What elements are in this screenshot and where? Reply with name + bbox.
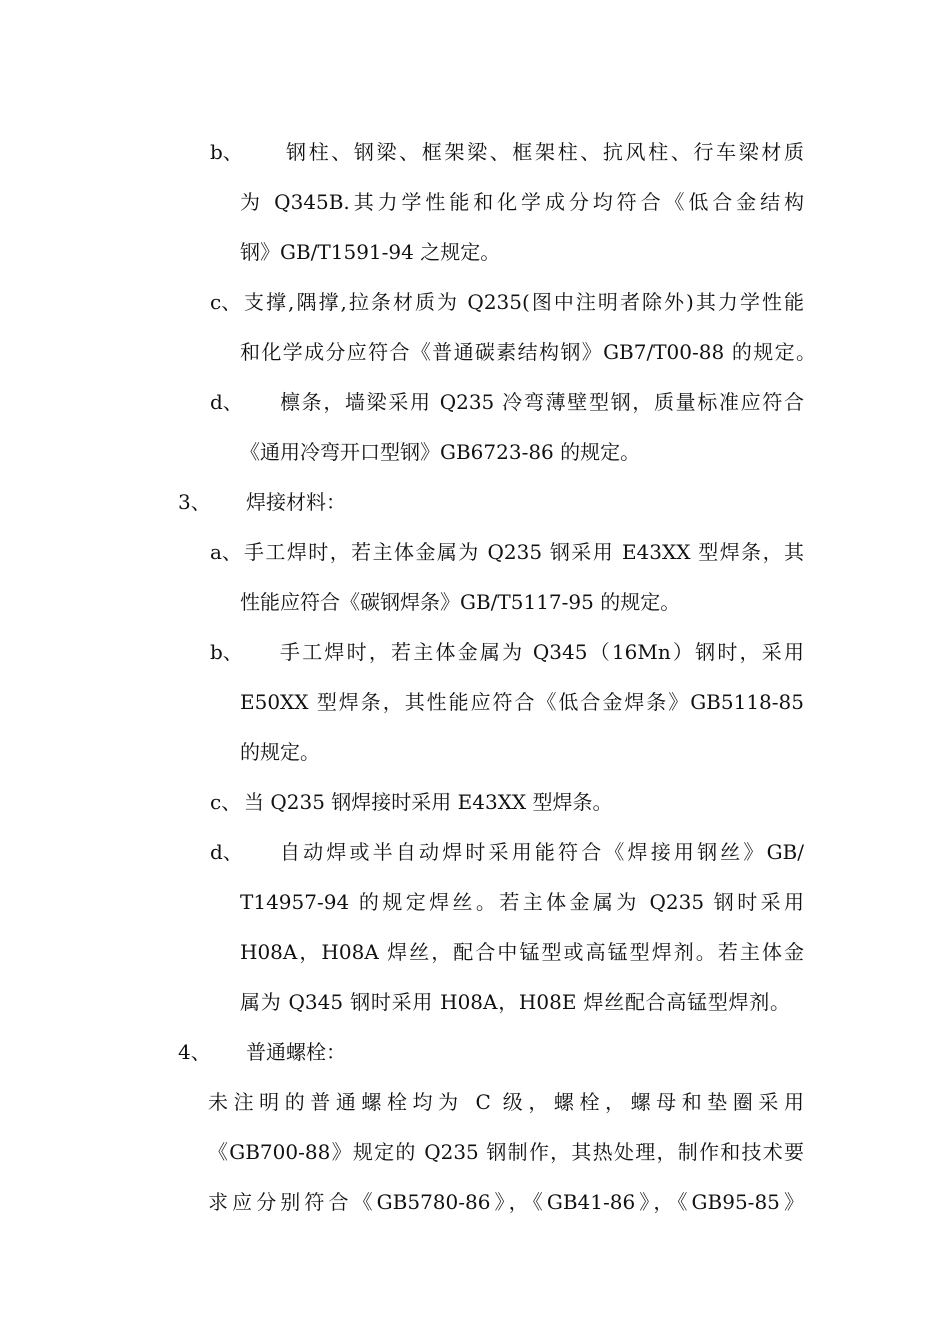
paragraph-line: 和化学成分应符合《普通碳素结构钢》GB7/T00-88 的规定。 <box>240 340 816 364</box>
list-marker-b: b、 <box>210 140 243 164</box>
section-title: 普通螺栓： <box>246 1040 346 1064</box>
list-marker-b: b、 <box>210 640 243 664</box>
paragraph-line: 《GB700-88》规定的 Q235 钢制作，其热处理，制作和技术要 <box>208 1140 804 1164</box>
section-number: 3、 <box>178 490 211 514</box>
list-marker-a: a、 <box>210 540 242 564</box>
paragraph-line: 未注明的普通螺栓均为 C 级，螺栓，螺母和垫圈采用 <box>208 1090 804 1114</box>
section-title: 焊接材料： <box>246 490 346 514</box>
paragraph-line: T14957-94 的规定焊丝。若主体金属为 Q235 钢时采用 <box>240 890 804 914</box>
paragraph-line: 性能应符合《碳钢焊条》GB/T5117-95 的规定。 <box>240 590 681 614</box>
paragraph-line: 手工焊时，若主体金属为 Q235 钢采用 E43XX 型焊条，其 <box>244 540 804 564</box>
paragraph-line: 属为 Q345 钢时采用 H08A，H08E 焊丝配合高锰型焊剂。 <box>240 990 790 1014</box>
section-number: 4、 <box>178 1040 211 1064</box>
list-marker-c: c、 <box>210 790 242 814</box>
paragraph-line: 钢柱、钢梁、框架梁、框架柱、抗风柱、行车梁材质 <box>286 140 804 164</box>
paragraph-line: 的规定。 <box>240 740 320 764</box>
paragraph-line: 求应分别符合《GB5780-86》，《GB41-86》，《GB95-85》 <box>208 1190 804 1214</box>
paragraph-line: 为 Q345B.其力学性能和化学成分均符合《低合金结构 <box>240 190 804 214</box>
list-marker-d: d、 <box>210 840 243 864</box>
paragraph-line: 支撑,隅撑,拉条材质为 Q235(图中注明者除外)其力学性能 <box>244 290 804 314</box>
paragraph-line: H08A，H08A 焊丝，配合中锰型或高锰型焊剂。若主体金 <box>240 940 804 964</box>
paragraph-line: 檩条，墙梁采用 Q235 冷弯薄壁型钢，质量标准应符合 <box>280 390 804 414</box>
paragraph-line: 《通用冷弯开口型钢》GB6723-86 的规定。 <box>240 440 641 464</box>
paragraph-line: 手工焊时，若主体金属为 Q345（16Mn）钢时，采用 <box>280 640 804 664</box>
paragraph-line: E50XX 型焊条，其性能应符合《低合金焊条》GB5118-85 <box>240 690 804 714</box>
paragraph-line: 自动焊或半自动焊时采用能符合《焊接用钢丝》GB/ <box>280 840 804 864</box>
paragraph-line: 钢》GB/T1591-94 之规定。 <box>240 240 501 264</box>
list-marker-d: d、 <box>210 390 243 414</box>
paragraph-line: 当 Q235 钢焊接时采用 E43XX 型焊条。 <box>244 790 613 814</box>
list-marker-c: c、 <box>210 290 242 314</box>
